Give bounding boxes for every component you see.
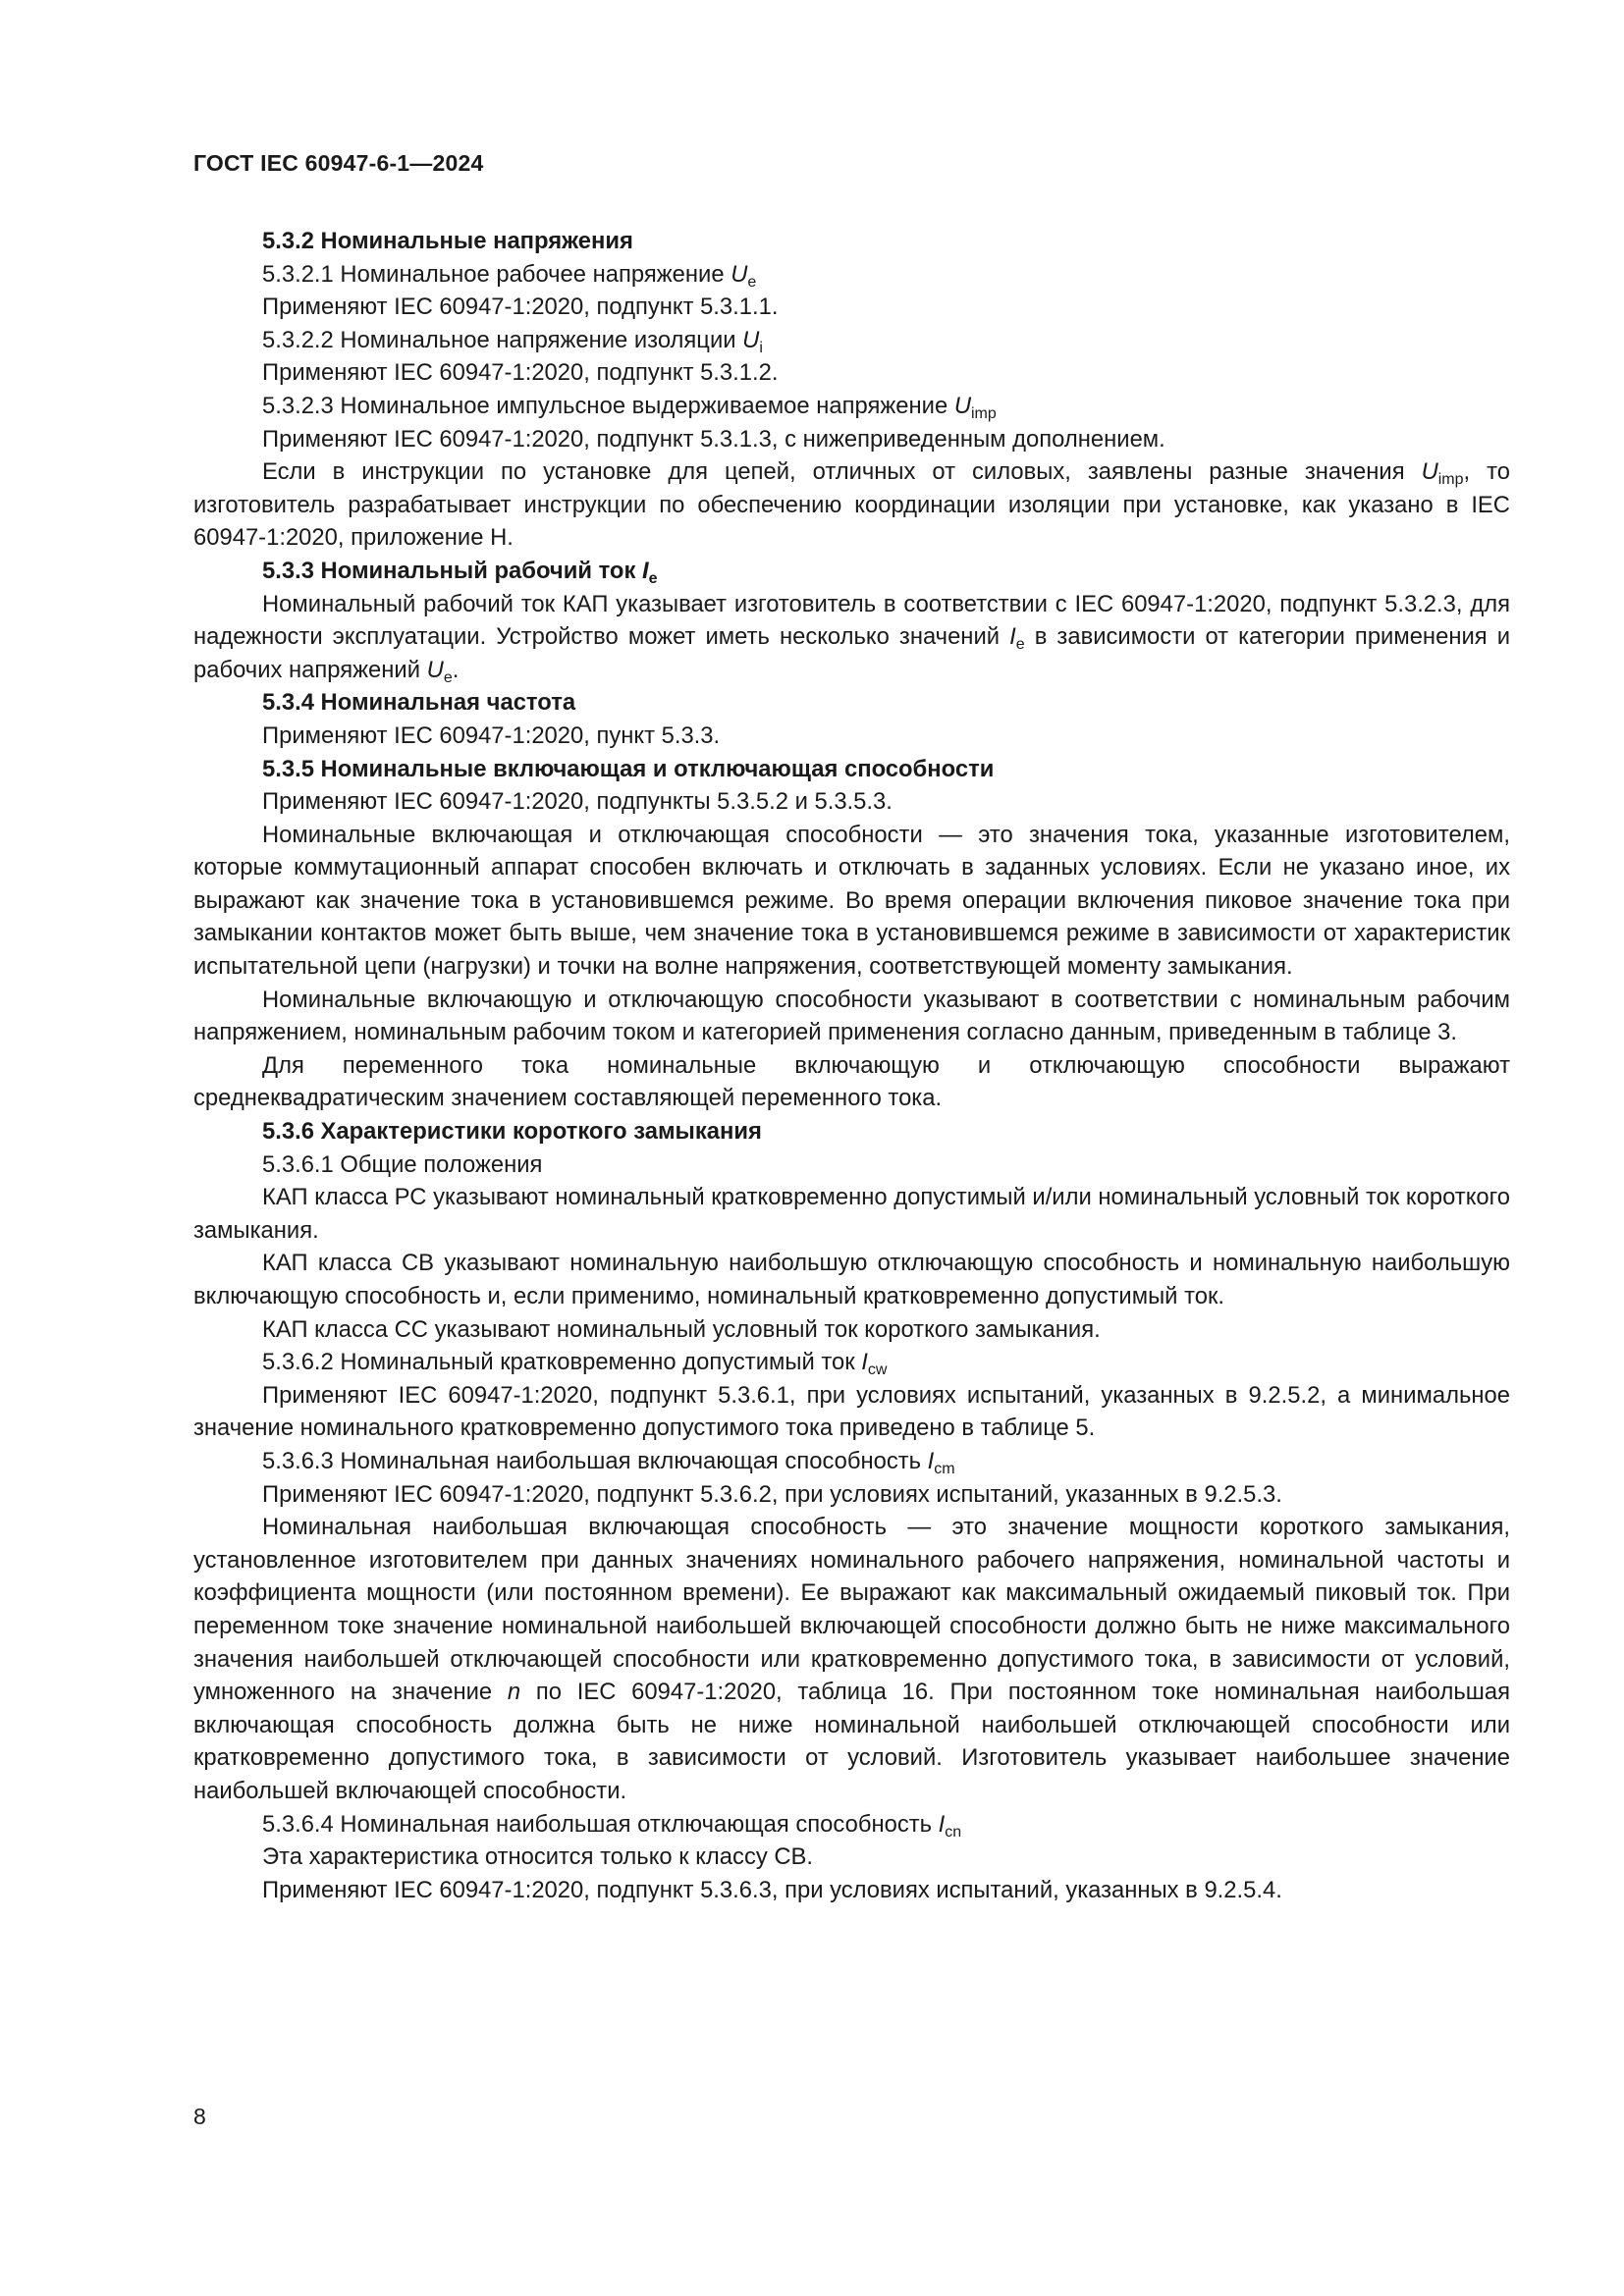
paragraph-text: 5.3.6.3 Номинальная наибольшая включающая способность <box>262 1447 928 1474</box>
paragraph <box>193 785 1510 819</box>
paragraph <box>193 1049 1510 1115</box>
paragraph <box>193 720 1510 753</box>
paragraph-text: 5.3.4 Номинальная частота <box>262 689 576 717</box>
paragraph <box>193 1841 1510 1874</box>
paragraph-text: Применяют IEC 60947-1:2020, подпункт 5.3.1.1. <box>262 294 779 321</box>
paragraph-text: КАП класса СС указывают номинальный условный ток короткого замыкания. <box>262 1315 1101 1343</box>
paragraph-text: . <box>452 656 460 683</box>
symbol-subscript: imp <box>971 404 997 422</box>
symbol-subscript: e <box>747 273 757 291</box>
paragraph-text: , то изготовитель разрабатывает инструкции по обеспечению координации изоляции при установке, как указано в IEC 60947-1:2020, приложение Н. <box>193 458 1510 552</box>
paragraph <box>193 588 1510 687</box>
paragraph <box>193 1511 1510 1807</box>
paragraph-text: по IEC 60947-1:2020, таблица 16. При постоянном токе номинальная наибольшая включающая способность должна быть не ниже номинальной наибольшей отключающей способности или кратковременно допустимого тока, в зависимости от условий. Изготовитель указывает наибольшее значение наибольшей включающей способности. <box>193 1679 1510 1804</box>
paragraph-text: 5.3.6.4 Номинальная наибольшая отключающая способность <box>262 1810 939 1838</box>
document-header: ГОСТ IEC 60947-6-1—2024 <box>193 150 484 176</box>
paragraph-text: Эта характеристика относится только к классу СВ. <box>262 1843 814 1871</box>
paragraph <box>193 1379 1510 1445</box>
symbol: U <box>953 392 971 419</box>
paragraph-text: 5.3.5 Номинальные включающая и отключающая способности <box>262 755 995 782</box>
symbol: I <box>927 1447 935 1474</box>
section-heading <box>193 686 1510 720</box>
paragraph <box>193 1148 1510 1182</box>
symbol-subscript: e <box>648 569 658 587</box>
paragraph-text: 5.3.6.1 Общие положения <box>262 1150 543 1178</box>
paragraph <box>193 324 1510 357</box>
symbol-subscript: i <box>759 339 763 356</box>
paragraph <box>193 1346 1510 1379</box>
symbol-subscript: e <box>443 668 453 686</box>
paragraph-text: Применяют IEC 60947-1:2020, подпункт 5.3.6.1, при условиях испытаний, указанных в 9.2.5.2, а минимальное значение номинального кратковременно допустимого тока приведено в таблице 5. <box>193 1381 1510 1442</box>
paragraph-text: Номинальная наибольшая включающая способность — это значение мощности короткого замыкания, установленное изготовителем при данных значениях номинального рабочего напряжения, номинальной частоты и коэффициента мощности (или постоянном времени). Ее выражают как максимальный ожидаемый пиковый ток. При переменном токе значение номинальной наибольшей включающей способности должно быть не ниже максимального значения наибольшей отключающей способности или кратковременно допустимого тока, в зависимости от условий, умноженного на значение <box>193 1514 1510 1706</box>
paragraph <box>193 291 1510 324</box>
symbol: I <box>861 1349 868 1376</box>
paragraph-text: 5.3.2.3 Номинальное импульсное выдерживаемое напряжение <box>262 392 954 419</box>
paragraph <box>193 455 1510 555</box>
paragraph-text: 5.3.2.1 Номинальное рабочее напряжение <box>262 260 731 288</box>
paragraph-text: 5.3.6.2 Номинальный кратковременно допустимый ток <box>262 1349 862 1376</box>
paragraph <box>193 390 1510 423</box>
symbol: I <box>641 557 649 584</box>
symbol-subscript: cw <box>867 1362 888 1379</box>
paragraph-text: Применяют IEC 60947-1:2020, подпункт 5.3.6.2, при условиях испытаний, указанных в 9.2.5.3. <box>262 1480 1282 1508</box>
section-heading <box>193 225 1510 258</box>
symbol-subscript: cn <box>945 1823 962 1841</box>
section-heading <box>193 555 1510 588</box>
paragraph <box>193 1247 1510 1312</box>
paragraph-text: Для переменного тока номинальные включающую и отключающую способности выражают среднеквадратическим значением составляющей переменного тока. <box>193 1051 1510 1112</box>
paragraph <box>193 1313 1510 1347</box>
symbol: I <box>938 1810 946 1838</box>
page-number: 8 <box>193 2104 206 2129</box>
paragraph-text: Применяют IEC 60947-1:2020, пункт 5.3.3. <box>262 721 721 749</box>
symbol: U <box>1421 458 1438 486</box>
symbol: U <box>731 260 748 288</box>
paragraph <box>193 258 1510 292</box>
paragraph <box>193 1181 1510 1247</box>
paragraph-text: 5.3.2.2 Номинальное напряжение изоляции <box>262 326 743 353</box>
paragraph-text: Номинальный рабочий ток КАП указывает изготовитель в соответствии с IEC 60947-1:2020, подпункт 5.3.2.3, для надежности эксплуатации. Устройство может иметь несколько значений <box>193 590 1510 651</box>
paragraph-text: Номинальные включающая и отключающая способности — это значения тока, указанные изготовителем, которые коммутационный аппарат способен включать и отключать в заданных условиях. Если не указано иное, их выражают как значение тока в установившемся режиме. Во время операции включения пиковое значение тока при замыкании контактов может быть выше, чем значение тока в установившемся режиме в зависимости от характеристик испытательной цепи (нагрузки) и точки на волне напряжения, соответствующей моменту замыкания. <box>193 821 1510 981</box>
paragraph-text: в зависимости от категории применения и рабочих напряжений <box>193 623 1510 683</box>
section-heading <box>193 753 1510 786</box>
symbol-subscript: e <box>1015 636 1025 654</box>
paragraph-text: КАП класса РС указывают номинальный кратковременно допустимый и/или номинальный условный ток короткого замыкания. <box>193 1184 1510 1244</box>
paragraph-text: 5.3.2 Номинальные напряжения <box>262 228 633 254</box>
paragraph <box>193 356 1510 390</box>
paragraph <box>193 1445 1510 1478</box>
symbol: U <box>426 656 444 683</box>
symbol: n <box>507 1679 521 1706</box>
paragraph-text: Применяют IEC 60947-1:2020, подпункт 5.3.1.3, с нижеприведенным дополнением. <box>262 425 1165 453</box>
paragraph-text: КАП класса СВ указывают номинальную наибольшую отключающую способность и номинальную наибольшую включающую способность и, если применимо, номинальный кратковременно допустимый ток. <box>193 1250 1510 1309</box>
document-body <box>193 225 1510 1906</box>
symbol-subscript: imp <box>1437 471 1464 489</box>
paragraph-text: Если в инструкции по установке для цепей, отличных от силовых, заявлены разные значения <box>262 458 1422 486</box>
paragraph <box>193 984 1510 1049</box>
paragraph <box>193 1874 1510 1907</box>
section-heading <box>193 1115 1510 1148</box>
paragraph <box>193 1808 1510 1842</box>
symbol: I <box>1009 623 1016 651</box>
paragraph-text: Применяют IEC 60947-1:2020, подпункт 5.3.6.3, при условиях испытаний, указанных в 9.2.5.4. <box>262 1876 1282 1903</box>
paragraph <box>193 423 1510 456</box>
paragraph <box>193 1478 1510 1512</box>
paragraph-text: 5.3.6 Характеристики короткого замыкания <box>262 1118 762 1146</box>
paragraph-text: Применяют IEC 60947-1:2020, подпункт 5.3.1.2. <box>262 359 779 387</box>
symbol-subscript: cm <box>934 1460 955 1477</box>
paragraph-text: Применяют IEC 60947-1:2020, подпункты 5.3.5.2 и 5.3.5.3. <box>262 788 893 816</box>
paragraph <box>193 819 1510 984</box>
paragraph-text: Номинальные включающую и отключающую способности указывают в соответствии с номинальным рабочим напряжением, номинальным рабочим током и категорией применения согласно данным, приведенным в таблице 3. <box>193 986 1510 1046</box>
symbol: U <box>742 326 760 353</box>
paragraph-text: 5.3.3 Номинальный рабочий ток <box>262 557 642 584</box>
